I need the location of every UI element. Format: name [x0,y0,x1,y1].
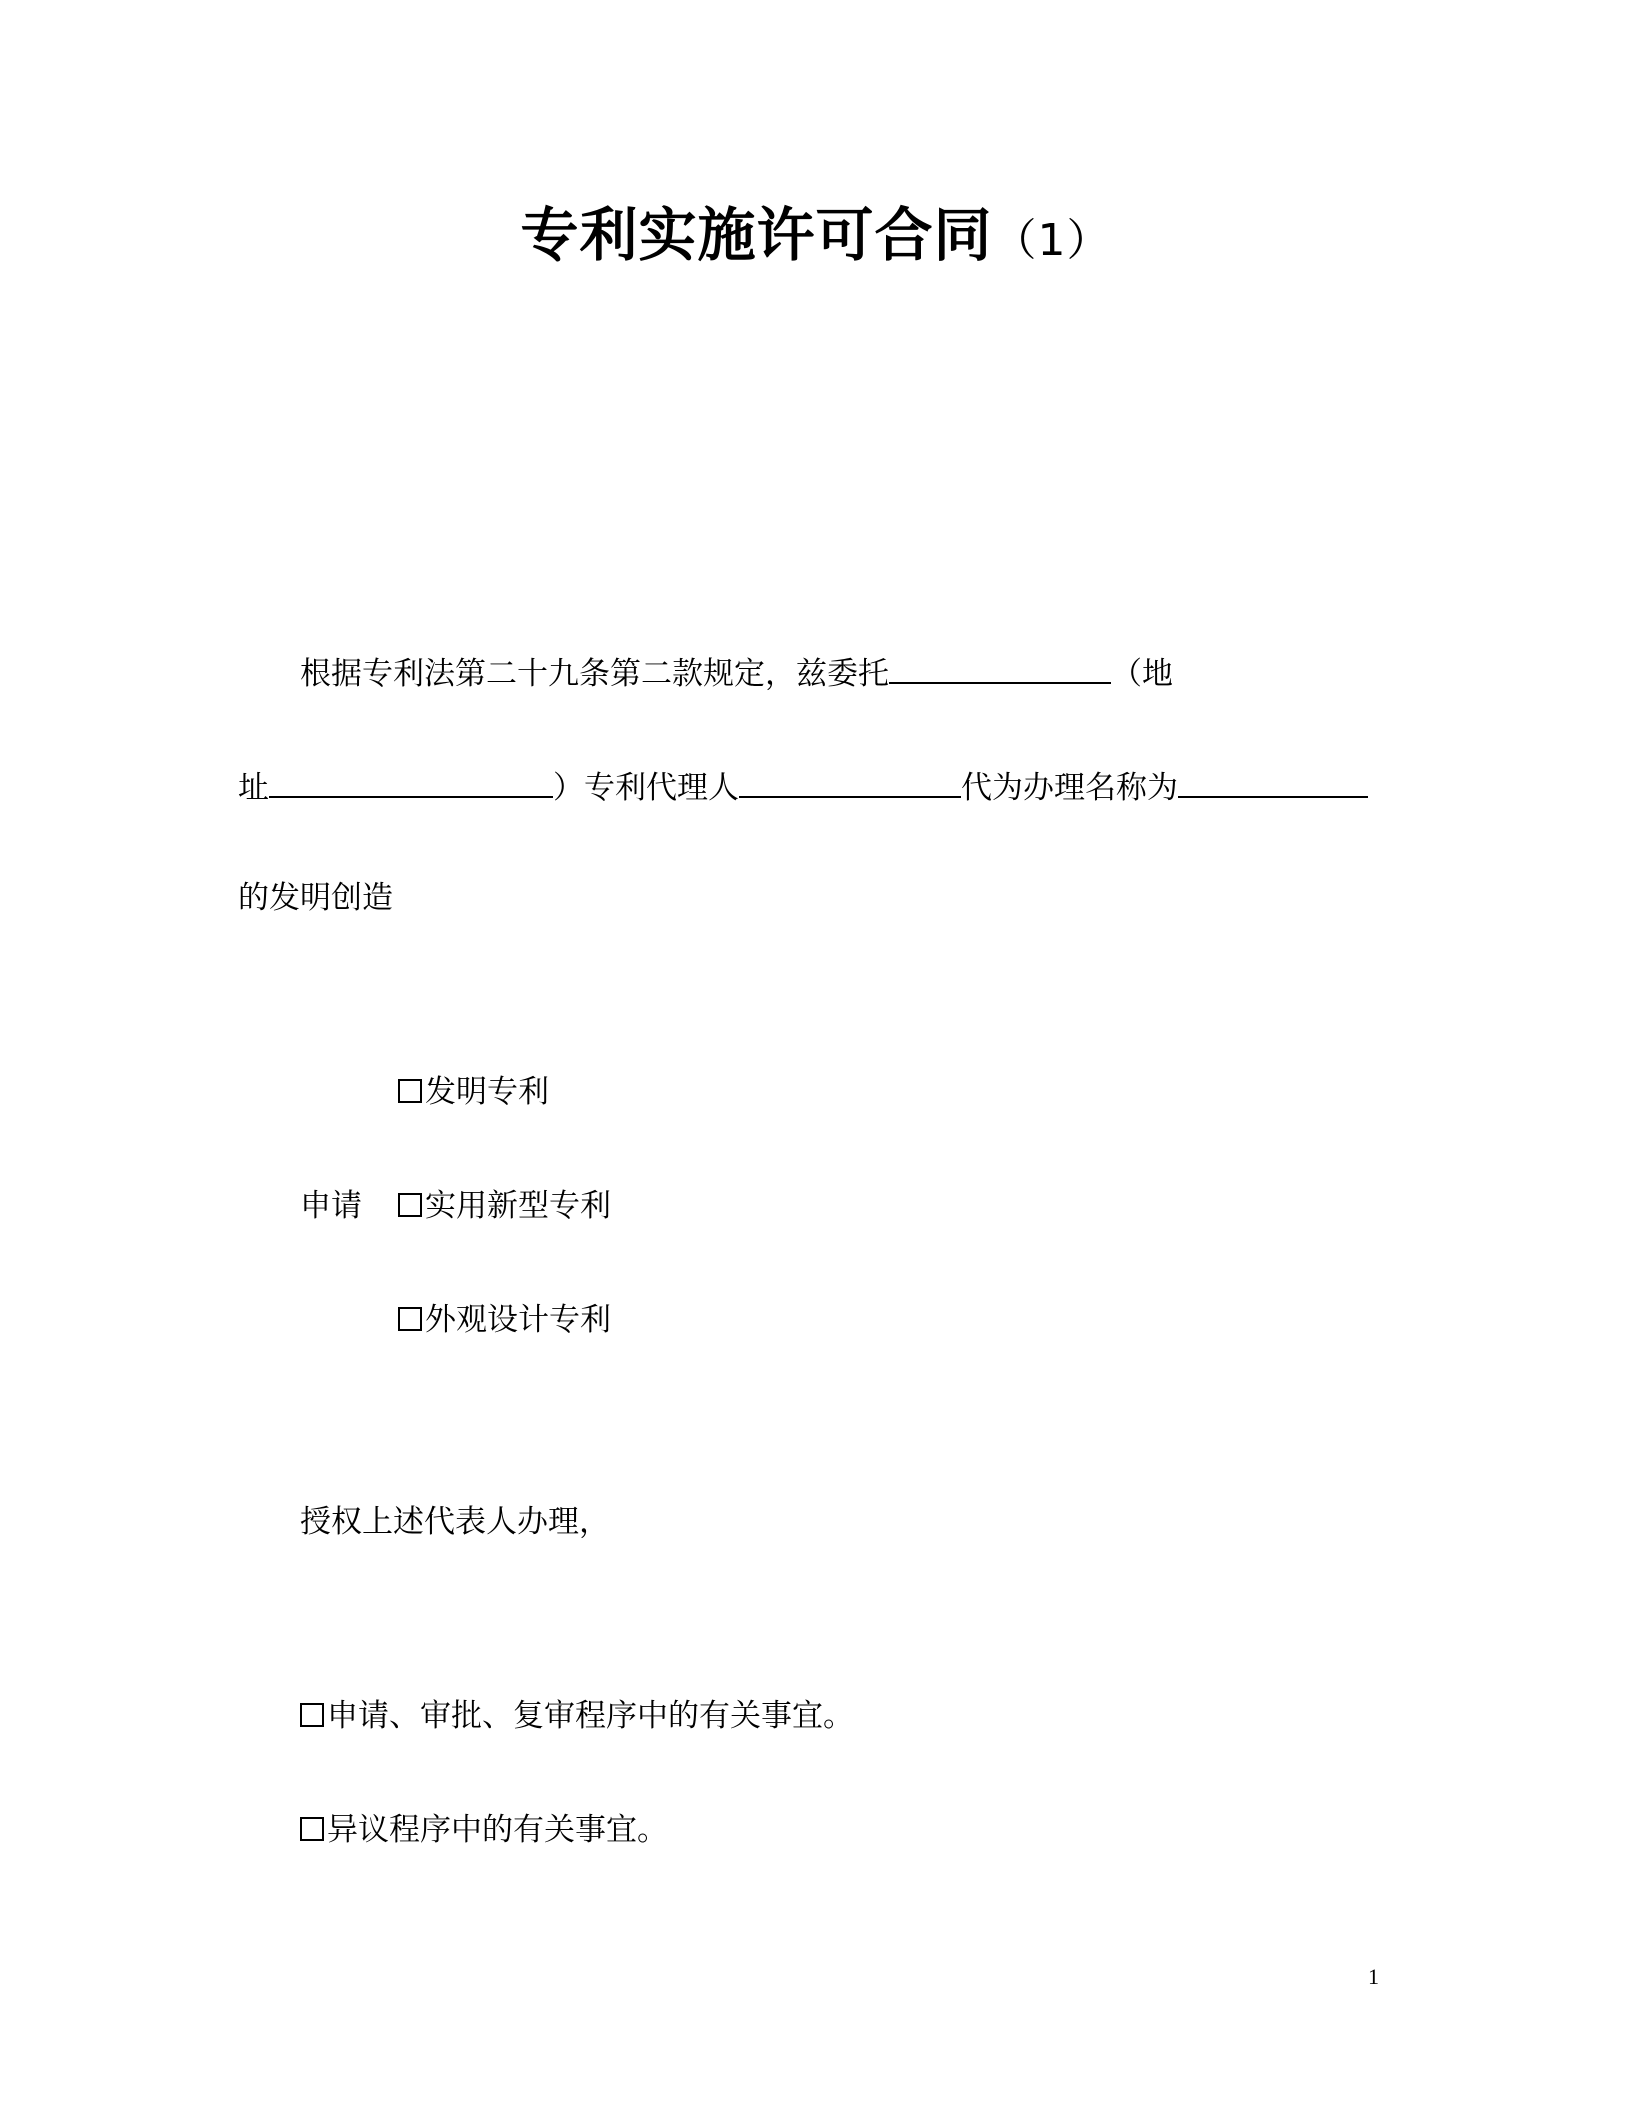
agent-blank[interactable] [739,762,961,798]
invention-name-blank[interactable] [1178,762,1368,798]
page-number: 1 [1368,1964,1379,1989]
option-label: 发明专利 [425,1074,549,1110]
matter-label: 异议程序中的有关事宜。 [327,1812,668,1848]
document-title [0,195,1632,281]
matter-approval [300,1694,854,1738]
agent-label: ）专利代理人 [553,770,739,806]
invention-text: 的发明创造 [238,880,393,916]
paragraph-line-2 [238,762,1368,810]
invention-patent-checkbox[interactable] [398,1079,422,1103]
apply-label: 申请 [300,1188,362,1224]
address-label: 址 [238,770,269,806]
entrust-text: 根据专利法第二十九条第二款规定，兹委托 [300,656,889,692]
option-label: 外观设计专利 [425,1302,611,1338]
option-label: 实用新型专利 [425,1188,611,1224]
matter-opposition [300,1808,668,1852]
name-label: 代为办理名称为 [961,770,1178,806]
matter-label: 申请、审批、复审程序中的有关事宜。 [327,1698,854,1734]
utility-model-checkbox[interactable] [398,1193,422,1217]
paragraph-line-1 [300,648,1173,696]
paragraph-line-3 [238,876,393,920]
address-blank[interactable] [269,762,553,798]
authorization-text: 授权上述代表人办理， [300,1504,610,1540]
design-patent-checkbox[interactable] [398,1307,422,1331]
entrustee-blank[interactable] [889,648,1111,684]
approval-matters-checkbox[interactable] [300,1703,324,1727]
address-open-text: （地 [1111,656,1173,692]
option-invention-patent [398,1070,549,1114]
title-text: 专利实施许可合同 [520,201,993,269]
authorization-line [300,1500,610,1544]
apply-label-line [300,1184,362,1228]
option-design-patent [398,1298,611,1342]
option-utility-model [398,1184,611,1228]
title-suffix: （1） [992,215,1112,266]
opposition-matters-checkbox[interactable] [300,1817,324,1841]
